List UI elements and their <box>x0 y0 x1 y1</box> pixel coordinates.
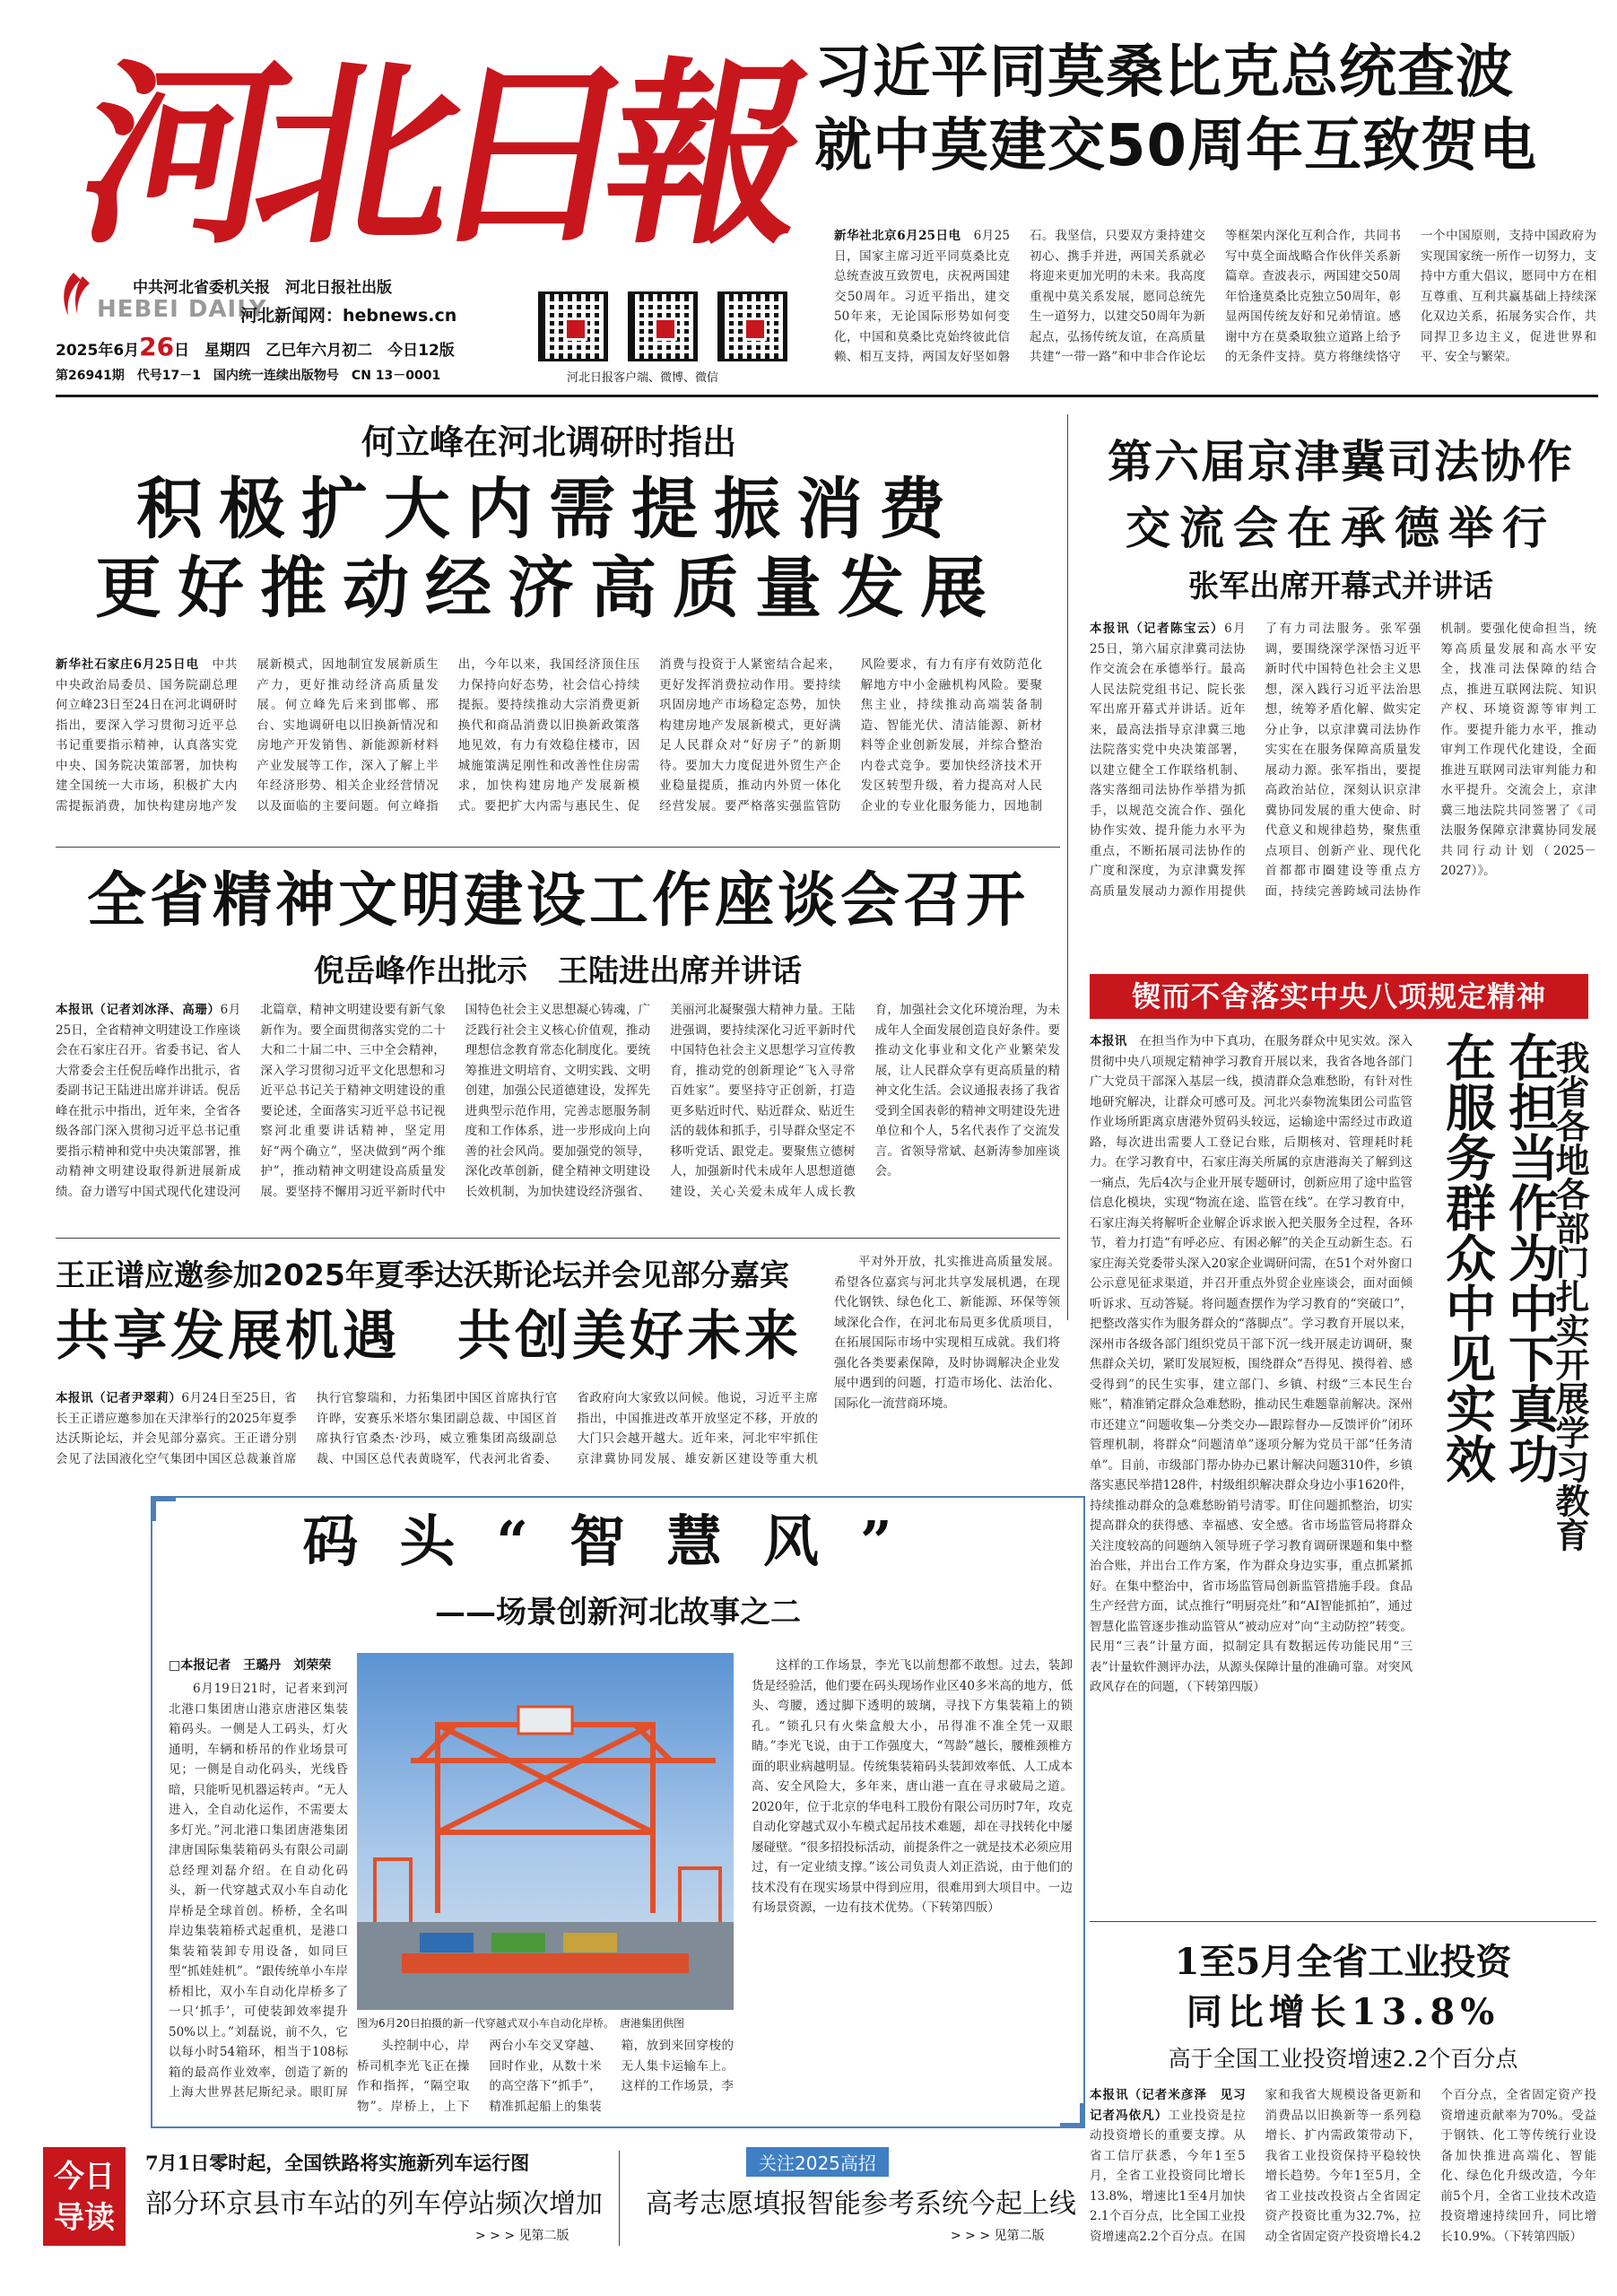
section-rule-3 <box>1090 1921 1596 1922</box>
hebei-daily-label: HEBEI DAILY <box>97 296 267 323</box>
qr-caption: 河北日报客户端、微博、微信 <box>567 371 719 385</box>
masthead-logo <box>65 39 828 276</box>
section-rule-2 <box>56 1238 1060 1239</box>
port-title: 码头“智慧风” <box>302 1509 934 1574</box>
judicial-body-text: 6月25日，第六届京津冀司法协作交流会在承德举行。最高人民法院党组书记、院长张军出席开幕式并讲话。近年来，最高法指导京津冀三地法院落实党中央决策部署，以建立健全工作联络机制、落实落细司法协作举措为抓手，以规范交流合作、强化协作实效、提升能力水平为重点，不断拓展司法协作的广度和深度，为京津冀发挥高质量发展动力源作用提供了有力司法服务。张军强调，要围绕深学深悟习近平新时代中国特色社会主义思想，深入践行习近平法治思想，统筹矛盾化解、做实定分止争，以京津冀司法协作实实在在服务保障高质量发展动力源。张军指出，要提高政治站位，深刻认识京津冀协同发展的重大使命、时代意义和规律趋势，聚焦重点项目、创新产业、现代化首都都市圈建设等重点方面，持续完善跨域司法协作机制。要强化使命担当，统筹高质量发展和高水平安全，找准司法保障的结合点，推进互联网法院、知识产权、环境资源等审判工作。要提升能力水平，推动审判工作现代化建设，全面推进互联网司法审判能力和水平提升。交流会上，京津冀三地法院共同签署了《司法服务保障京津冀协同发展共同行动计划（2025－2027）》。 <box>1090 622 1596 899</box>
judicial-subtitle: 张军出席开幕式并讲话 <box>1188 569 1493 604</box>
industry-body-text: 工业投资是拉动投资增长的重要支撑。从省工信厅获悉，今年1至5月，全省工业投资同比增长13.8%，增速比1至4月加快2.1个百分点，比全国工业投资增速高2.2个百分点。在国家和我省大规模设备更新和消费品以旧换新等一系列稳增长、扩内需政策带动下，我省工业投资保持平稳较快增长趋势。今年1至5月，全省工业技改投资占全省固定资产投资比重为32.7%，拉动全省固定资产投资增长4.2个百分点，全省固定资产投资增速贡献率为70%。受益于钢铁、化工等传统行业设备加快推进高端化、智能化、绿色化升级改造，今年前5个月，全省工业技术改造投资增速持续回升，同比增长10.9%。（下转第四版） <box>1090 2088 1596 2244</box>
lead-body-text: 6月25日，国家主席习近平同莫桑比克总统查波互致贺电，庆祝两国建交50周年。习近平指出，建交50年来，无论国际形势如何变化，中国和莫桑比克始终彼此信赖、相互支持，两国友好坚如磐石。我坚信，只要双方秉持建交初心、携手并进，两国关系就必将迎来更加光明的未来。我高度重视中莫关系发展，愿同总统先生一道努力，以建交50周年为新起点，弘扬传统友谊，在高质量共建“一带一路”和中非合作论坛等框架内深化互利合作，共同书写中莫全面战略合作伙伴关系新篇章。查波表示，两国建交50周年恰逢莫桑比克独立50周年，彰显两国传统友好和兄弟情谊。感谢中方在莫桑取独立道路上给予的无条件支持。莫方将继续恪守一个中国原则，支持中国政府为实现国家统一所作一切努力，支持中方重大倡议，愿同中方在相互尊重、互利共赢基础上持续深化双边关系，拓展务实合作，共同捍卫多边主义，促进世界和平、安全与繁荣。 <box>834 229 1596 364</box>
port-subtitle: ——场景创新河北故事之二 <box>435 1595 801 1631</box>
lead-title <box>814 36 1604 183</box>
davos-body <box>56 1388 818 1487</box>
davos-byline: 本报讯（记者尹翠莉） <box>56 1391 182 1405</box>
guide-item2-kicker: 关注2025高招 <box>746 2147 889 2177</box>
industry-byline: 本报讯（记者米彦泽 见习记者冯依凡） <box>1090 2088 1246 2123</box>
civil-title: 全省精神文明建设工作座谈会召开 <box>87 865 1029 935</box>
logo-char-4: 報 <box>589 39 828 271</box>
guide-item1-title[interactable]: 部分环京县市车站的列车停站频次增加 <box>145 2188 603 2220</box>
lead-title-line1: 习近平同莫桑比克总统查波 <box>814 39 1514 106</box>
qr-code-app-icon[interactable] <box>538 291 608 361</box>
civil-body <box>56 1000 1060 1220</box>
port-body-text: 6月19日21时，记者来到河北港口集团唐山港京唐港区集装箱码头。一侧是人工码头，灯火通明，车辆和桥吊的作业场景可见；一侧是自动化码头，光线昏暗，只能听见机器运转声。“无人进入，全自动化运作，不需要太多灯光。”河北港口集团唐港集团津唐国际集装箱码头有限公司副总经理刘磊介绍。在自动化码头，新一代穿越式双小车自动化岸桥是全球首创。桥桥，全名叫岸边集装箱桥式起重机，是港口集装箱装卸专用设备，如同巨型“抓娃娃机”。“跟传统单小车岸桥相比，双小车自动化岸桥多了一只‘抓手’，可使装卸效率提升50%以上。”刘磊说，前不久，它以每小时54箱环，相当于108标箱的最高作业效率，创造了新的上海大世界甚尼斯纪录。眼盯屏 <box>169 1682 348 2100</box>
judicial-body <box>1090 619 1596 952</box>
he-title-line1: 积极扩大内需提振消费 <box>136 471 961 548</box>
highlight-banner <box>1090 974 1588 1019</box>
highlight-body-text: 在担当作为中下真功，在服务群众中见实效。深入贯彻中央八项规定精神学习教育开展以来，我省各地各部门广大党员干部深入基层一线，摸清群众急难愁盼，有针对性地研究解决，让群众可感可及。河北兴泰物流集团公司监管作业场所距离京唐港外贸码头较远，运输途中需经过市政道路，每次进出需要人工登记台账，后期核对、管理耗时耗力。在学习教育中，石家庄海关所属的京唐港海关了解到这一痛点，先后4次与企业开展专题研讨，创新应用了途中监管信息化模块，实现“物流在途、监管在线”。在学习教育中，石家庄海关将解听企业解企诉求嵌入把关服务全过程，各环节，着力打造“有呼必应、有困必解”的关企互动新生态。石家庄海关党委带头深入20家企业调研问需，在51个对外窗口公示意见征求渠道，并召开重点外贸企业座谈会，面对面倾听诉求、互动答疑。将问题查摆作为学习教育的“突破口”，把整改落实作为服务群众的“落脚点”。学习教育开展以来，深州市各级各部门组织党员干部下沉一线开展走访调研，聚焦群众关切，紧盯发展短板，围绕群众“吾得见、摸得着、感受得到”的民生实事，建立部门、乡镇、村级“三本民生台账”，精准销定群众急难愁盼，推动民生难题靠前解决。深州市还建立“问题收集—分类交办—跟踪督办—反馈评价”闭环管理机制，将群众“问题清单”逐项分解为党员干部“任务清单”。目前，市级部门帮办协办已累计解决问题310件，乡镇落实惠民举措128件，村级组织解决群众身边小事1620件，持续推动群众的急难愁盼销号清零。盯住问题抓整治，切实提高群众的获得感、幸福感、安全感。省市场监管局将群众关注度较高的问题纳入领导班子学习教育调研课题和集中整治合账，并出台工作方案，作为群众身边实事，重点抓紧抓好。在集中整治中，省市场监管局创新监管措施手段。食品生产经营方面，试点推行“明厨亮灶”和“AI智能抓拍”，通过智慧化监管逐步推动监管从“被动应对”向“主动防控”转变。民用“三表”计量方面，拟制定具有数据远传功能民用“三表”计量软件测评办法，从源头保障计量的准确可靠。对突风政风存在的问题，（下转第四版） <box>1090 1034 1413 1694</box>
port-body-under-photo: 头控制中心，岸桥司机李光飞正在操作和指挥，“隔空取物”。岸桥上，上下两台小车交叉穿越、回时作业，从数十米的高空落下“抓手”，精准抓起船上的集装箱，放到来回穿梭的无人集卡运输车上。这样的工作场景，李 <box>357 2039 734 2114</box>
hebei-daily-emblem-icon <box>56 269 91 319</box>
davos-kicker: 王正谱应邀参加2025年夏季达沃斯论坛并会见部分嘉宾 <box>56 1257 789 1292</box>
today-guide-label-1: 今日 <box>54 2159 115 2195</box>
lead-dateline: 新华社北京6月25日电 <box>834 229 961 243</box>
port-body-col1 <box>169 1679 348 2100</box>
judicial-title-line2: 交流会在承德举行 <box>1126 501 1556 554</box>
he-body <box>56 655 1042 834</box>
lead-title-line2: 就中莫建交50周年互致贺电 <box>814 113 1538 179</box>
he-title <box>56 470 1042 628</box>
he-body-text: 中共中央政治局委员、国务院副总理何立峰23日至24日在河北调研时指出，要深入学习贯彻习近平总书记重要指示精神，认真落实党中央、国务院决策部署，加快构建全国统一大市场，积极扩大内需提振消费，加快构建房地产发展新模式，因地制宜发展新质生产力，更好推动经济高质量发展。何立峰先后来到邯郸、邢台、实地调研电以旧换新情况和房地产开发销售、新能源新材料产业发展等工作，深入了解上半年经济形势、相关企业经营情况以及面临的主要问题。何立峰指出，今年以来，我国经济顶住压力保持向好态势，社会信心持续提振。要持续推动大宗消费更新换代和商品消费以旧换新政策落地见效，有力有效稳住楼市，因城施策满足刚性和改善性住房需求，加快构建房地产发展新模式。要把扩大内需与惠民生、促消费与投资于人紧密结合起来，更好发挥消费拉动作用。要持续巩固房地产市场稳定态势，加快构建房地产发展新模式，更好满足人民群众对“好房子”的新期待。要加大力度促进外贸生产企业稳量提质，推动内外贸一体化经营发展。要严格落实强监管防风险要求，有力有序有效防范化解地方中小金融机构风险。要聚焦主业，持续推动高端装备制造、智能光伏、清洁能源、新材料等企业创新发展，并综合整治内卷式竞争。要加快经济技术开发区转型升级，着力提高对人民企业的专业化服务能力，因地制 <box>56 657 1042 813</box>
civil-byline: 本报讯（记者刘冰泽、高珊） <box>56 1003 221 1017</box>
guide-item2-title[interactable]: 高考志愿填报智能参考系统今起上线 <box>646 2188 1076 2220</box>
highlight-title-col3: 我省各地各部门扎实开展学习教育 <box>1550 1040 1590 1552</box>
photo-caption: 图为6月20日拍摄的新一代穿越式双小车自动化岸桥。 <box>357 2017 609 2030</box>
highlight-title-col2: 在服务群众中见实效 <box>1438 1031 1496 1483</box>
logo-char-3: 日 <box>414 39 653 271</box>
lead-body <box>834 226 1596 386</box>
highlight-title-col1: 在担当作为中下真功 <box>1500 1031 1559 1483</box>
judicial-byline: 本报讯（记者陈宝云） <box>1090 622 1225 636</box>
today-guide-bar <box>0 2133 1617 2296</box>
he-kicker: 何立峰在河北调研时指出 <box>361 422 736 462</box>
highlight-banner-text: 锲而不舍落实中央八项规定精神 <box>1131 979 1546 1013</box>
guide-item2-ref[interactable]: > > > 见第二版 <box>951 2229 1045 2243</box>
industry-title <box>1090 1937 1596 2038</box>
he-dateline: 新华社石家庄6月25日电 <box>56 657 200 672</box>
date-day: 26 <box>139 332 175 361</box>
today-guide-label-2: 导读 <box>54 2200 115 2236</box>
column-divider-right <box>1067 414 1068 1320</box>
date-line <box>56 332 455 361</box>
date-suffix: 日 星期四 乙巳年六月初二 今日12版 <box>174 342 455 360</box>
highlight-body <box>1090 1031 1413 1930</box>
org-line: 中共河北省委机关报 河北日报社出版 <box>133 279 392 297</box>
guide-item1-ref[interactable]: > > > 见第二版 <box>475 2229 569 2243</box>
date-prefix: 2025年6月 <box>56 342 140 360</box>
highlight-title-col-wrap <box>1437 1031 1500 1910</box>
davos-title: 共享发展机遇 共创美好未来 <box>56 1305 802 1368</box>
crane-illustration <box>357 1653 734 2010</box>
qr-code-weibo-icon[interactable] <box>628 291 698 361</box>
port-photo <box>357 1653 734 2010</box>
photo-caption-row <box>357 2015 734 2031</box>
qr-code-wechat-icon[interactable] <box>717 291 787 361</box>
port-byline: □本报记者 王璐丹 刘荣荣 <box>169 1658 332 1673</box>
port-body-col-right: 这样的工作场景，李光飞以前想都不敢想。过去，装卸货是经验活，他们要在码头现场作业区40多米高的地方，低头、弯腰，透过脚下透明的玻璃，寻找下方集装箱上的锁孔。“锁孔只有火柴盒般大小，吊得准不准全凭一双眼睛。”李光飞说，由于工作强度大，“驾龄”越长，腰椎颈椎方面的职业病越明显。传统集装箱码头装卸效率低、人工成本高、安全风险大，多年来，唐山港一直在寻求破局之道。2020年，位于北京的华电科工股份有限公司历时7年，攻克自动化穿越式双小车模式起吊技术难题，却在寻找转化中屡屡碰壁。“很多招投标活动，前提条件之一就是技术必须应用过，有一定业绩支撑。”该公司负责人刘正浩说，由于他们的技术没有在现实场景中得到应用，很难用到大项目中。一边有场景资源，一边有技术优势。（下转第四版） <box>752 1658 1073 1915</box>
photo-credit: 唐港集团供图 <box>619 2017 684 2030</box>
civil-subtitle: 倪岳峰作出批示 王陆进出席并讲话 <box>314 953 802 989</box>
judicial-title-line1: 第六届京津冀司法协作 <box>1108 435 1574 488</box>
website-label: 河北新闻网：hebnews.cn <box>240 306 457 326</box>
industry-title-line1: 1至5月全省工业投资 <box>1174 1941 1512 1983</box>
guide-item1-kicker: 7月1日零时起，全国铁路将实施新列车运行图 <box>145 2152 530 2174</box>
logo-char-2: 北 <box>239 39 478 271</box>
guide-divider <box>619 2151 620 2246</box>
today-guide-label <box>43 2147 126 2246</box>
logo-char-1: 河 <box>65 39 303 271</box>
section-rule-1 <box>56 847 1060 848</box>
davos-body-cont: 平对外开放，扎实推进高质量发展。希望各位嘉宾与河北共享发展机遇，在现代化钢铁、绿色化工、新能源、环保等领域深化合作，在河北布局更多优质项目，在拓展国际市场中实现相互成就。我们将强化各类要素保障，及时协调解决企业发展中遇到的问题，打造市场化、法治化、国际化一流营商环境。 <box>834 1255 1060 1411</box>
civil-body-text: 6月25日，全省精神文明建设工作座谈会在石家庄召开。省委书记、省人大常委会主任倪岳峰作出批示，省委副书记王陆进出席并讲话。倪岳峰在批示中指出，近年来，全省各级各部门深入贯彻习近平总书记重要指示精神和党中央决策部署，推动精神文明建设取得新进展新成绩。奋力谱写中国式现代化建设河北篇章，精神文明建设要有新气象新作为。要全面贯彻落实党的二十大和二十届二中、三中全会精神，深入学习贯彻习近平文化思想和习近平总书记关于精神文明建设的重要论述，全面落实习近平总书记视察河北重要讲话精神，坚定用好“两个确立”，坚决做到“两个维护”，推动精神文明建设高质量发展。要坚持不懈用习近平新时代中国特色社会主义思想凝心铸魂，广泛践行社会主义核心价值观，推动理想信念教育常态化制度化。要统筹推进文明培育、文明实践、文明创建，加强公民道德建设，发挥先进典型示范作用，完善志愿服务制度和工作体系，进一步形成向上向善的社会风尚。要加强党的领导，深化改革创新，健全精神文明建设长效机制，为加快建设经济强省、美丽河北凝聚强大精神力量。王陆进强调，要持续深化习近平新时代中国特色社会主义思想学习宣传教育，推动党的创新理论“飞入寻常百姓家”。要坚持守正创新，打造更多贴近时代、贴近群众、贴近生活的载体和抓手，引导群众坚定不移听党话、跟党走。要聚焦立德树人，加强新时代未成年人思想道德建设，关心关爱未成年人成长教育，加强社会文化环境治理，为未成年人全面发展创造良好条件。要推动文化事业和文化产业繁荣发展，让人民群众享有更高质量的精神文化生活。会议通报表扬了我省受到全国表彰的精神文明建设先进单位和个人，5名代表作了交流发言。省领导常斌、赵新涛参加座谈会。 <box>56 1003 1060 1199</box>
industry-subtitle: 高于全国工业投资增速2.2个百分点 <box>1168 2046 1518 2072</box>
highlight-byline: 本报讯 <box>1090 1034 1127 1048</box>
issue-line: 第26941期 代号17－1 国内统一连续出版物号 CN 13－0001 <box>56 369 441 383</box>
judicial-title <box>1085 429 1596 561</box>
industry-title-line2: 同比增长13.8% <box>1186 1991 1500 2033</box>
davos-body-text: 6月24日至25日，省长王正谱应邀参加在天津举行的2025年夏季达沃斯论坛，并会见部分嘉宾。王正谱分别会见了法国液化空气集团中国区总裁兼首席执行官黎瑞和，力拓集团中国区首席执行官许晔，安赛乐米塔尔集团副总裁、中国区首席执行官桑杰·沙玛，威立雅集团高级副总裁、中国区总代表黄晓军，代表河北省委、省政府向大家致以问候。他说，习近平主席指出，中国推进改革开放坚定不移，开放的大门只会越开越大。近年来，河北牢牢抓住京津冀协同发展、雄安新区建设等重大机 <box>56 1391 818 1466</box>
masthead-rule <box>56 395 1598 397</box>
he-title-line2: 更好推动经济高质量发展 <box>95 550 1003 627</box>
